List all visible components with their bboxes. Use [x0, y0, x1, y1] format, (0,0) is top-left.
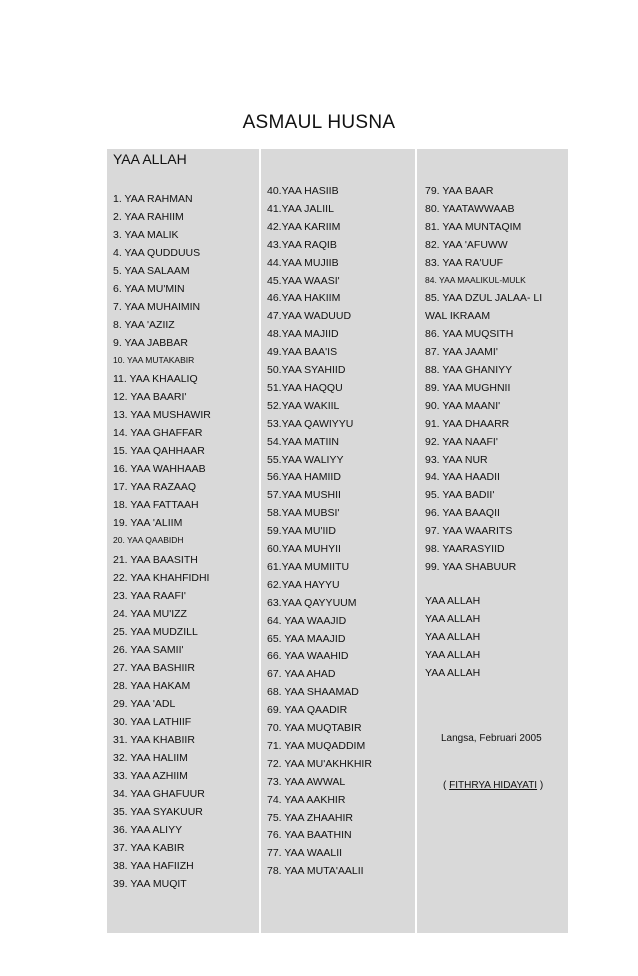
list-item: 19. YAA 'ALIIM — [113, 517, 183, 530]
list-item: 68. YAA SHAAMAD — [267, 686, 359, 699]
list-item: 55.YAA WALIYY — [267, 453, 344, 466]
list-item: 77. YAA WAALII — [267, 847, 343, 860]
list-item: 38. YAA HAFIIZH — [113, 860, 194, 873]
signature — [443, 780, 543, 791]
list-item: 36. YAA ALIYY — [113, 824, 183, 837]
page-title: ASMAUL HUSNA — [242, 112, 396, 133]
list-item: WAL IKRAAM — [425, 310, 491, 323]
list-item: 51.YAA HAQQU — [267, 381, 343, 394]
list-item: 88. YAA GHANIYY — [425, 364, 513, 376]
list-item: 97. YAA WAARITS — [425, 525, 513, 538]
list-item: 47.YAA WADUUD — [267, 310, 352, 323]
list-item: 12. YAA BAARI' — [113, 391, 187, 404]
list-item: 7. YAA MUHAIMIN — [113, 300, 201, 313]
list-item: 34. YAA GHAFUUR — [113, 788, 205, 801]
list-item: 87. YAA JAAMI' — [425, 346, 498, 359]
list-item: 52.YAA WAKIIL — [267, 399, 340, 412]
list-item: 17. YAA RAZAAQ — [113, 481, 197, 494]
list-item: 9. YAA JABBAR — [113, 336, 188, 349]
list-item: 92. YAA NAAFI' — [425, 435, 498, 448]
list-item: 81. YAA MUNTAQIM — [425, 220, 522, 233]
list-item: 1. YAA RAHMAN — [113, 192, 193, 205]
list-item: 28. YAA HAKAM — [113, 679, 191, 692]
list-item: 14. YAA GHAFFAR — [113, 427, 203, 440]
list-item: 90. YAA MAANI' — [425, 399, 501, 412]
list-item: 80. YAATAWWAAB — [425, 202, 515, 215]
list-item: 27. YAA BASHIIR — [113, 661, 195, 674]
list-item: 94. YAA HAADII — [425, 471, 500, 484]
list-item: 62.YAA HAYYU — [267, 578, 340, 591]
list-item: 5. YAA SALAAM — [113, 264, 190, 277]
list-item: 82. YAA 'AFUWW — [425, 238, 508, 251]
closing-line: YAA ALLAH — [425, 648, 481, 661]
list-item: 91. YAA DHAARR — [425, 417, 510, 430]
list-item: 99. YAA SHABUUR — [425, 560, 517, 573]
list-item: 57.YAA MUSHII — [267, 489, 341, 502]
list-item: 25. YAA MUDZILL — [113, 625, 198, 638]
list-item: 11. YAA KHAALIQ — [113, 373, 198, 385]
list-item: 78. YAA MUTA'AALII — [267, 865, 364, 878]
list-item: 41.YAA JALIIL — [267, 202, 334, 215]
list-item: 32. YAA HALIIM — [113, 752, 188, 765]
list-item: 16. YAA WAHHAAB — [113, 463, 206, 476]
list-item: 72. YAA MU'AKHKHIR — [267, 757, 372, 770]
list-item: 23. YAA RAAFI' — [113, 589, 186, 602]
list-item: 43.YAA RAQIB — [267, 238, 337, 251]
list-item: 29. YAA 'ADL — [113, 697, 176, 710]
closing-line: YAA ALLAH — [425, 612, 481, 625]
list-item: 8. YAA 'AZIIZ — [113, 318, 175, 331]
list-item: 46.YAA HAKIIM — [267, 292, 341, 305]
list-item: 86. YAA MUQSITH — [425, 328, 514, 341]
list-item: 31. YAA KHABIIR — [113, 734, 195, 746]
signature-close: ) — [537, 780, 544, 791]
list-item: 59.YAA MU'IID — [267, 525, 336, 538]
list-item: 53.YAA QAWIYYU — [267, 417, 354, 430]
list-item: 15. YAA QAHHAAR — [113, 445, 205, 458]
list-item: 33. YAA AZHIIM — [113, 770, 188, 783]
list-item: 95. YAA BADII' — [425, 489, 495, 502]
list-item: 63.YAA QAYYUUM — [267, 596, 357, 609]
names-table — [107, 149, 566, 933]
list-item: 75. YAA ZHAAHIR — [267, 811, 353, 824]
list-item: 69. YAA QAADIR — [267, 704, 348, 717]
list-item: 71. YAA MUQADDIM — [267, 739, 366, 752]
list-item: 98. YAARASYIID — [425, 543, 505, 555]
place-date: Langsa, Februari 2005 — [441, 733, 542, 744]
list-item: 49.YAA BAA'IS — [267, 346, 338, 359]
list-item: 39. YAA MUQIT — [113, 878, 187, 891]
list-item: 65. YAA MAAJID — [267, 632, 346, 645]
list-item: 37. YAA KABIR — [113, 842, 185, 855]
list-item: 13. YAA MUSHAWIR — [113, 409, 211, 422]
list-item: 66. YAA WAAHID — [267, 650, 349, 663]
list-item: 4. YAA QUDDUUS — [113, 246, 201, 259]
list-item: 67. YAA AHAD — [267, 668, 336, 681]
column-header: YAA ALLAH — [113, 151, 187, 167]
list-item: 74. YAA AAKHIR — [267, 793, 346, 806]
list-item: 70. YAA MUQTABIR — [267, 722, 362, 734]
list-item: 79. YAA BAAR — [425, 185, 494, 197]
list-item: 50.YAA SYAHIID — [267, 364, 346, 376]
list-item: 21. YAA BAASITH — [113, 553, 198, 566]
list-item: 83. YAA RA'UUF — [425, 256, 504, 269]
signature-open: ( — [443, 780, 450, 791]
closing-line: YAA ALLAH — [425, 666, 481, 679]
list-item: 73. YAA AWWAL — [267, 775, 346, 788]
column-1 — [107, 149, 256, 933]
closing-line: YAA ALLAH — [425, 595, 481, 607]
list-item: 26. YAA SAMII' — [113, 643, 184, 656]
list-item: 44.YAA MUJIIB — [267, 256, 339, 269]
list-item: 20. YAA QAABIDH — [113, 535, 184, 546]
list-item: 6. YAA MU'MIN — [113, 282, 185, 295]
list-item: 30. YAA LATHIIF — [113, 715, 192, 728]
list-item: 85. YAA DZUL JALAA- LI — [425, 292, 543, 305]
list-item: 96. YAA BAAQII — [425, 507, 500, 520]
list-item: 22. YAA KHAHFIDHI — [113, 571, 210, 584]
list-item: 45.YAA WAASI' — [267, 274, 340, 287]
list-item: 93. YAA NUR — [425, 453, 488, 466]
list-item: 54.YAA MATIIN — [267, 435, 339, 448]
list-item: 76. YAA BAATHIN — [267, 829, 352, 842]
list-item: 61.YAA MUMIITU — [267, 560, 350, 573]
list-item: 89. YAA MUGHNII — [425, 381, 511, 394]
list-item: 18. YAA FATTAAH — [113, 499, 199, 512]
list-item: 10. YAA MUTAKABIR — [113, 354, 195, 365]
column-3 — [415, 149, 568, 933]
list-item: 48.YAA MAJIID — [267, 328, 339, 341]
list-item: 58.YAA MUBSI' — [267, 507, 340, 520]
list-item: 35. YAA SYAKUUR — [113, 806, 203, 819]
list-item: 24. YAA MU'IZZ — [113, 607, 187, 620]
column-2 — [259, 149, 413, 933]
list-item: 60.YAA MUHYII — [267, 543, 341, 555]
list-item: 64. YAA WAAJID — [267, 614, 347, 627]
list-item: 40.YAA HASIIB — [267, 185, 339, 197]
signature-name: FITHRYA HIDAYATI — [449, 780, 538, 791]
list-item: 2. YAA RAHIIM — [113, 210, 184, 223]
closing-line: YAA ALLAH — [425, 630, 481, 643]
list-item: 42.YAA KARIIM — [267, 220, 341, 233]
list-item: 84. YAA MAALIKUL-MULK — [425, 274, 526, 285]
list-item: 3. YAA MALIK — [113, 228, 179, 241]
list-item: 56.YAA HAMIID — [267, 471, 341, 484]
